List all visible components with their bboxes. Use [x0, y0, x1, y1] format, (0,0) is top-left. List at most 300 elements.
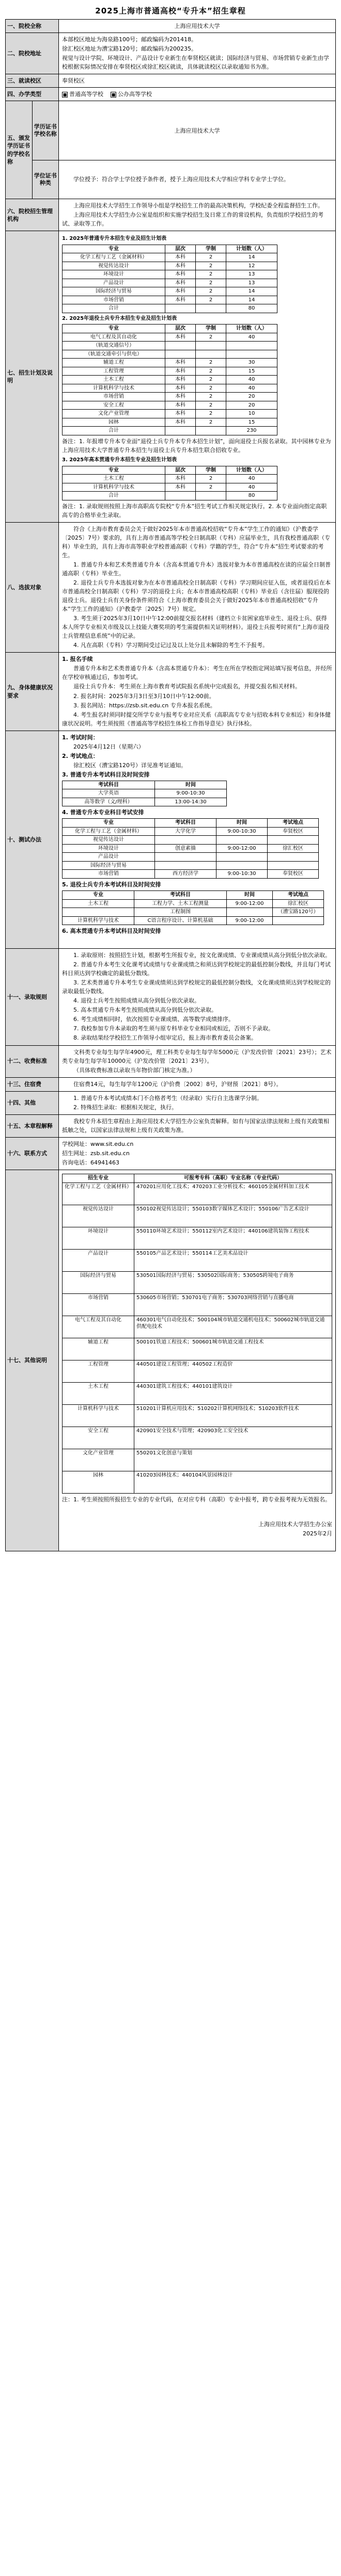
table-header: 专业 [63, 819, 155, 828]
table-header: 招生专业 [63, 1174, 134, 1183]
table-cell: 环境设计 [63, 844, 155, 853]
table-cell: 奉贤校区 [268, 870, 319, 879]
table-cell: 本科 [165, 475, 196, 483]
table-cell: 安全工程 [63, 1427, 134, 1449]
table-cell: 电气工程及其自动化 [63, 333, 165, 342]
table-cell: 奉贤校区 [268, 827, 319, 836]
table-cell: 40 [226, 333, 277, 342]
charter-table [5, 19, 336, 1551]
table-header-row [63, 781, 227, 789]
table-header: 学制 [196, 325, 226, 333]
table-header: 层次 [165, 466, 196, 475]
table-header: 时间 [216, 819, 268, 828]
table-cell: 工程力学、土木工程测量 [134, 899, 227, 908]
contact-line: 学校网址：www.sit.edu.cn [62, 1140, 134, 1147]
section-11 [6, 949, 336, 1045]
table-cell: 15 [226, 367, 277, 376]
table-cell: 文化产业管理 [63, 1449, 134, 1471]
table-row [63, 253, 277, 262]
table-cell: 国际经济与贸易 [63, 1271, 134, 1293]
table-cell: 2 [196, 279, 226, 287]
table-cell: 计算机科学与技术 [63, 483, 165, 492]
table-cell [165, 342, 196, 350]
table-row [63, 270, 277, 279]
table-cell: （漕宝路120号） [273, 908, 324, 917]
table-header-row [63, 466, 277, 475]
other-line: 1. 普通专升本考试成绩本门不合格者考生（经录取）实行自主选课学分制。 [73, 1094, 262, 1101]
table-header: 专业 [63, 891, 134, 900]
table-header: 专业 [63, 245, 165, 253]
interpretation-content [59, 1114, 336, 1137]
target-line: 符合《上海市教育委员会关于做好2025年本市普通高校招收“专升本”学生工作的通知》（沪教委学〔2025〕7号）要求的，具有上海市普通高等学校全日制高职（专科）应届毕业生，具有我校普通高职（专科）毕业生的，具有上海市高等职业学校普通高职（专科）学籍的学生，符合“专升本”招生考试要求的考生。 [62, 525, 330, 559]
table-cell [165, 304, 196, 313]
table-row [63, 384, 277, 393]
other-content [59, 1091, 336, 1114]
table-cell: 500101铁道工程技术；500601城市轨道交通工程技术 [134, 1338, 332, 1360]
health-line: 3. 报名网站：https://zsb.sit.edu.cn 专升本报名系统。 [73, 702, 216, 709]
address-line: 视觉与设计学院、环境设计、产品设计专业新生在奉贤校区就读；国际经济与贸易、市场营销专业新生由学校根据实际情况安排在奉贤校区或徐汇校区就读，具体就读校区以录取通知书为准。 [62, 55, 329, 71]
table-cell: 14 [226, 253, 277, 262]
table-cell [165, 350, 196, 359]
table-cell: 550201文化创意与策划 [134, 1449, 332, 1471]
table-cell: 计算机科学与技术 [63, 1404, 134, 1427]
table-cell: 合计 [63, 427, 165, 435]
table-cell: 视觉传达设计 [63, 836, 155, 845]
table-row [63, 844, 319, 853]
table-row [63, 1205, 332, 1227]
table-cell: 510201计算机应用技术；510202计算机网络技术；510203软件技术 [134, 1404, 332, 1427]
section-10 [6, 731, 336, 948]
table-cell: 本科 [165, 359, 196, 367]
table-cell: 9:00-10:30 [216, 870, 268, 879]
table-row [63, 870, 319, 879]
plan-note: 备注：1. 年报增专升本专业面“退役士兵专升本专升本招生计划”，面向退役士兵报名录取。其中园林专业为上海应用技术大学普通专升本招生与退役士兵专升本招生联合招收专业。 [62, 438, 331, 454]
table-cell: 徐汇校区 [273, 899, 324, 908]
table-cell: 辅道工程 [63, 359, 165, 367]
section-4 [6, 88, 336, 101]
table-cell: 10 [226, 410, 277, 418]
table-row [63, 333, 277, 342]
campus-value: 奉贤校区 [59, 74, 336, 88]
table-cell: 大学化学 [155, 827, 216, 836]
section-7 [6, 231, 336, 522]
table-cell [268, 861, 319, 870]
table-row [63, 1271, 332, 1293]
table-cell [268, 853, 319, 862]
table-row [63, 1427, 332, 1449]
table-cell: C语言程序设计、计算机基础 [134, 916, 227, 925]
table-cell: 本科 [165, 253, 196, 262]
contact-line: 招生网址：zsb.sit.edu.cn [62, 1149, 130, 1157]
table-cell: 视觉传达设计 [63, 1205, 134, 1227]
table-row [63, 1404, 332, 1427]
table-cell: 化学工程与工艺（金属材料） [63, 827, 155, 836]
target-content [59, 522, 336, 653]
degree-content [59, 160, 336, 199]
table-cell: 电气工程及其自动化 [63, 1316, 134, 1338]
table-cell: 470201应用化工技术；470203工业分析技术；460105金属材料加工技术 [134, 1182, 332, 1205]
type-option: 公办高等学校 [118, 91, 152, 98]
table-cell: 550105产品艺术设计；550114工艺美术品设计 [134, 1249, 332, 1271]
admission-line: 8. 录取结果经学校招生工作领导小组审定后，报上海市教育委员会备案。 [73, 1034, 257, 1042]
table-header: 专业 [63, 325, 165, 333]
table-row [63, 908, 324, 917]
signature-date: 2025年2月 [303, 1530, 332, 1537]
table-cell: 2 [196, 393, 226, 401]
test-item: 5. 退役士兵专升本考试科目及时间安排 [62, 881, 161, 888]
fee-line: 文科类专业每生每学年4900元，理工科类专业每生每学年5000元（沪发改价管〔2021〕23号）；艺术类专业每生每学年10000元（沪发改价管〔2021〕23号）。 [62, 1048, 332, 1064]
test-item: 2. 考试地点： [62, 752, 99, 759]
table-header-row [63, 1174, 332, 1183]
table-cell: 2 [196, 410, 226, 418]
admission-line: 1. 录取原则：按照招生计划，根据考生所报专业，按文化课成绩、专业课成绩从高分到低分依次录取。 [73, 952, 331, 959]
test-content [59, 731, 336, 948]
table-header: 时间 [155, 781, 227, 789]
table-cell: 9:00-10:30 [216, 827, 268, 836]
table-cell [165, 427, 196, 435]
table-cell: 20 [226, 393, 277, 401]
section-17 [6, 1170, 336, 1551]
admission-line: 7. 我校参加专升本录取的考生须与原专科毕业专业相同或相近，否则不予录取。 [73, 1025, 274, 1032]
table-cell: 本科 [165, 418, 196, 427]
school-type [59, 88, 336, 101]
target-line: 2. 退役士兵专升本选拔对象为在本市普通高校全日制高职（专科）学习期间应征入伍，或者退役后在本市普通高校全日制高职（专科）学习的退役士兵；在本市普通高校高职（专科）毕业后（含往届）服现役的退役士兵。退役士兵有关身份条件须符合《上海市教育委员会关于做好2025年本市普通高校招收“专升本”学生工作的通知》（沪教委学〔2025〕7号）规定。 [62, 579, 331, 613]
table-cell: 9:00-12:00 [216, 844, 268, 853]
table-cell: 20 [226, 401, 277, 410]
table-cell: 460301电气自动化技术；500104城市轨道交通机电技术；500602城市轨道交通供配电技术 [134, 1316, 332, 1338]
table-cell: 辅道工程 [63, 1338, 134, 1360]
health-line: 退役士兵专升本：考生须在上海市教育考试院报名系统中完成报名，并提交报名相关材料。 [73, 683, 301, 690]
admission-content [59, 949, 336, 1045]
table-row [63, 798, 227, 806]
table-cell: 12 [226, 262, 277, 270]
table-row [63, 492, 277, 500]
interpretation-line: 我校专升本招生章程由上海应用技术大学招生办公室负责解释。如有与国家法律法规和上级有关政策相抵触之处，以国家法律法规和上级有关政策为准。 [62, 1117, 329, 1133]
table-row [63, 342, 277, 350]
table-cell: 市场营销 [63, 870, 155, 879]
table-cell [226, 342, 277, 350]
table-cell: 工程制图 [134, 908, 227, 917]
table-cell: 徐汇校区 [268, 844, 319, 853]
section-label: 十、测试办法 [6, 731, 59, 948]
table-cell: 本科 [165, 333, 196, 342]
table-cell [196, 342, 226, 350]
table-cell [196, 492, 226, 500]
section-label: 三、就读校区 [6, 74, 59, 88]
table-row [63, 393, 277, 401]
table-cell: 本科 [165, 384, 196, 393]
table-cell: 30 [226, 359, 277, 367]
other-line: 2. 特殊招生录取：根据相关规定，执行。 [73, 1104, 177, 1111]
table-cell: 大学英语 [63, 789, 155, 798]
section-16 [6, 1137, 336, 1170]
table-caption: 2. 2025年退役士兵专升本招生专业及招生计划表 [62, 315, 177, 321]
table-cell: 2 [196, 483, 226, 492]
table-cell [268, 836, 319, 845]
section-label: 十五、本章程解释 [6, 1114, 59, 1137]
table-cell: 2 [196, 401, 226, 410]
table-cell: 本科 [165, 367, 196, 376]
table-cell: 工程管理 [63, 1360, 134, 1382]
table-cell: 本科 [165, 410, 196, 418]
sub-label: 学位证书种类 [32, 160, 59, 199]
table-cell [216, 853, 268, 862]
table-row [63, 1360, 332, 1382]
table-row [63, 916, 324, 925]
section-label: 九、身体健康状况要求 [6, 653, 59, 731]
section-label: 十七、其他说明 [6, 1170, 59, 1551]
table-header: 学制 [196, 245, 226, 253]
table-cell: 2 [196, 270, 226, 279]
table-row [63, 475, 277, 483]
table-cell: 2 [196, 384, 226, 393]
section-label: 八、选拔对象 [6, 522, 59, 653]
table-cell [63, 908, 134, 917]
table-cell: 40 [226, 376, 277, 384]
management-line: 上海应用技术大学招生工作领导小组是学校招生工作的最高决策机构，学校纪委全程监督招生工作。 [73, 202, 323, 209]
table-cell [165, 492, 196, 500]
table-cell: 80 [226, 492, 277, 500]
table-cell: 创意素描 [155, 844, 216, 853]
table-cell: 安全工程 [63, 401, 165, 410]
management-content [59, 199, 336, 231]
table-cell: 视觉传达设计 [63, 262, 165, 270]
table-cell: 土木工程 [63, 376, 165, 384]
section-label: 十四、其他 [6, 1091, 59, 1114]
table-caption: 3. 2025年高本贯通专升本招生专业及招生计划表 [62, 457, 177, 463]
table-row [63, 1227, 332, 1249]
table-cell: 2 [196, 287, 226, 296]
table-cell: 2 [196, 296, 226, 304]
test-item: 1. 考试时间： [62, 734, 99, 741]
admission-line: 2. 普通专升本考生文化课考试成绩与专业课成绩之和须达到学校规定的最低控制分数线，并且每门考试科目须达到学校确定的最低分数线。 [62, 961, 331, 977]
table-header: 层次 [165, 245, 196, 253]
table-cell: 15 [226, 418, 277, 427]
extra-content [59, 1170, 336, 1551]
table-row [63, 861, 319, 870]
section-12 [6, 1045, 336, 1077]
table-cell: 2 [196, 253, 226, 262]
section-8 [6, 522, 336, 653]
table-cell [216, 861, 268, 870]
table-row [63, 1449, 332, 1471]
table-cell: 9:00-12:00 [227, 899, 273, 908]
table-cell: 化学工程与工艺（金属材料） [63, 253, 165, 262]
table-cell: 14 [226, 296, 277, 304]
table-header-row [63, 245, 277, 253]
table-cell: 2 [196, 359, 226, 367]
admission-line: 4. 退役士兵考生按照成绩从高分到低分依次录取。 [73, 997, 200, 1005]
major-mapping-table [62, 1174, 332, 1494]
table-cell: 本科 [165, 483, 196, 492]
table-cell: 土木工程 [63, 475, 165, 483]
table-cell: 文化产业管理 [63, 410, 165, 418]
table-row [63, 836, 319, 845]
table-cell: 园林 [63, 1471, 134, 1493]
table-cell: 2 [196, 262, 226, 270]
checkbox-icon: ■ [111, 92, 116, 97]
table-cell: 40 [226, 475, 277, 483]
health-line: 普通专升本和艺术类普通专升本（含高本贯通专升本）：考生在所在学校指定网站填写报考信息，并经所在学校审核通过后，参加考试。 [62, 665, 332, 681]
test-detail: 2025年4月12日（星期六） [73, 743, 144, 750]
table-row [63, 401, 277, 410]
table-cell [216, 836, 268, 845]
table-cell: 产品设计 [63, 279, 165, 287]
address-line: 徐汇校区地址为漕宝路120号；邮政编码为200235。 [62, 45, 197, 53]
table-row [63, 418, 277, 427]
table-row [63, 789, 227, 798]
table-cell [226, 350, 277, 359]
table-cell: 市场营销 [63, 393, 165, 401]
section-5b [6, 160, 336, 199]
table-row [63, 367, 277, 376]
health-line: 2. 报名时间：2025年3月3日至3月10日中午12:00前。 [73, 692, 215, 700]
table-header: 时间 [227, 891, 273, 900]
table-cell: 合计 [63, 492, 165, 500]
table-row [63, 1316, 332, 1338]
table-cell: 本科 [165, 376, 196, 384]
table-row [63, 1471, 332, 1493]
table-cell: 计算机科学与技术 [63, 916, 134, 925]
table-cell: 410203园林技术；440104风景园林设计 [134, 1471, 332, 1493]
table-header: 学制 [196, 466, 226, 475]
table-header-row [63, 891, 324, 900]
table-header: 专业 [63, 466, 165, 475]
exam-table-2 [62, 818, 319, 879]
table-row [63, 1382, 332, 1404]
checkbox-icon: ■ [63, 92, 67, 97]
section-label: 十三、住宿费 [6, 1077, 59, 1091]
table-row [63, 1338, 332, 1360]
fee-line: （具体收费标准以录取当年物价部门核定为准。） [73, 1066, 196, 1074]
section-13 [6, 1077, 336, 1091]
table-cell: 土木工程 [63, 899, 134, 908]
section-label: 十一、录取规则 [6, 949, 59, 1045]
table-caption: 1. 2025年普通专升本招生专业及招生计划表 [62, 236, 167, 242]
table-cell: 本科 [165, 270, 196, 279]
table-cell: 环境设计 [63, 270, 165, 279]
table-cell: 2 [196, 376, 226, 384]
table-cell: 2 [196, 475, 226, 483]
degree-line: 学位授予：符合学士学位授予条件者，授予上海应用技术大学相应学科专业学士学位。 [73, 176, 289, 183]
table-cell: 计算机科学与技术 [63, 384, 165, 393]
table-cell [196, 304, 226, 313]
table-row [63, 262, 277, 270]
plan-table-3 [62, 466, 277, 500]
table-cell: 14 [226, 287, 277, 296]
section-1 [6, 20, 336, 33]
table-cell: 9:00-10:30 [155, 789, 227, 798]
table-cell: 本科 [165, 393, 196, 401]
table-header: 层次 [165, 325, 196, 333]
section-9 [6, 653, 336, 731]
table-cell: 2 [196, 333, 226, 342]
table-header: 考试地点 [273, 891, 324, 900]
dorm-line: 住宿费14元，每生每学年1200元（沪价费〔2002〕8号，沪财预〔2021〕8号）。 [73, 1080, 282, 1088]
plan-note: 备注：1. 录取规则按照上海市高职高专院校“专升本”招生考试工作相关规定执行。2. 本专业面向指定高职高专的合格毕业生录取。 [62, 503, 327, 519]
extra-note: 注：1. 考生须按照所报招生专业的专业代码，在对应专科（高职）专业中报考，跨专业报考视为无效报名。 [62, 1496, 331, 1503]
table-cell: 本科 [165, 262, 196, 270]
section-label: 十二、收费标准 [6, 1045, 59, 1077]
table-cell: 西方经济学 [155, 870, 216, 879]
table-cell: （轨道交通牵引与供电） [63, 350, 165, 359]
table-header: 计划数（人） [226, 325, 277, 333]
table-cell: 440301建筑工程技术；440101建筑设计 [134, 1382, 332, 1404]
section-15 [6, 1114, 336, 1137]
table-row [63, 853, 319, 862]
section-3 [6, 74, 336, 88]
table-row [63, 359, 277, 367]
table-cell: 土木工程 [63, 1382, 134, 1404]
section-label: 二、院校地址 [6, 33, 59, 74]
exam-table-1 [62, 781, 227, 807]
table-cell [227, 908, 273, 917]
sub-label: 学历证书学校名称 [32, 101, 59, 160]
table-row [63, 827, 319, 836]
table-cell: 化学工程与工艺（金属材料） [63, 1182, 134, 1205]
test-item: 6. 高本贯通专升本考试科目及时间安排 [62, 928, 161, 935]
table-cell [273, 916, 324, 925]
table-header: 考试科目 [134, 891, 227, 900]
table-cell: 2 [196, 418, 226, 427]
table-row [63, 1249, 332, 1271]
table-cell: 230 [226, 427, 277, 435]
table-cell: 本科 [165, 296, 196, 304]
section-14 [6, 1091, 336, 1114]
table-cell: 40 [226, 384, 277, 393]
health-content [59, 653, 336, 731]
table-header: 考试科目 [63, 781, 155, 789]
fee-content [59, 1045, 336, 1077]
plan-table-2 [62, 324, 277, 435]
plan-content [59, 231, 336, 522]
table-header: 计划数（人） [226, 466, 277, 475]
table-cell: 550102视觉传达设计；550103数字媒体艺术设计；550106广告艺术设计 [134, 1205, 332, 1227]
table-cell: 本科 [165, 287, 196, 296]
table-header: 计划数（人） [226, 245, 277, 253]
health-line: 1. 报名手续 [62, 656, 93, 663]
table-cell [196, 350, 226, 359]
target-line: 1. 普通专升本和艺术类普通专升本（含高本贯通专升本）选拔对象为本市普通高校在读的应届全日制普通高职（专科）毕业生。 [62, 561, 331, 577]
table-cell: 国际经济与贸易 [63, 287, 165, 296]
test-item: 4. 普通专升本专业科目考试安排 [62, 809, 144, 816]
table-cell: 2 [196, 367, 226, 376]
table-cell: 国际经济与贸易 [63, 861, 155, 870]
table-cell: 440501建设工程管理；440502工程造价 [134, 1360, 332, 1382]
table-cell: 550110环境艺术设计；550112室内艺术设计；440106建筑装饰工程技术 [134, 1227, 332, 1249]
table-cell: 本科 [165, 279, 196, 287]
dorm-content [59, 1077, 336, 1091]
section-6 [6, 199, 336, 231]
table-row [63, 279, 277, 287]
table-row [63, 1182, 332, 1205]
cert-school: 上海应用技术大学 [59, 101, 336, 160]
health-line: 4. 考生报名时须同时提交所学专业与报考专业对应关系（高职高专专业与招收本科专业相近）和身体健康状况说明。考生须按照《普通高等学校招生体检工作指导意见》执行体检。 [62, 711, 331, 727]
table-cell: 环境设计 [63, 1227, 134, 1249]
table-cell [155, 836, 216, 845]
plan-table-1 [62, 245, 277, 313]
table-cell: 530605市场营销；530701电子商务；530703网络营销与直播电商 [134, 1293, 332, 1316]
table-cell: 13 [226, 279, 277, 287]
table-cell: 市场营销 [63, 1293, 134, 1316]
table-row [63, 899, 324, 908]
signature: 上海应用技术大学招生办公室 [258, 1520, 332, 1528]
table-cell: 高等数学（文/理科） [63, 798, 155, 806]
address-line: 本部校区地址为海泉路100号；邮政编码为201418。 [62, 36, 197, 43]
table-cell: 420901安全技术与管理；420903化工安全技术 [134, 1427, 332, 1449]
table-header: 可报考专科（高职）专业名称（专业代码） [134, 1174, 332, 1183]
exam-table-3 [62, 890, 324, 925]
